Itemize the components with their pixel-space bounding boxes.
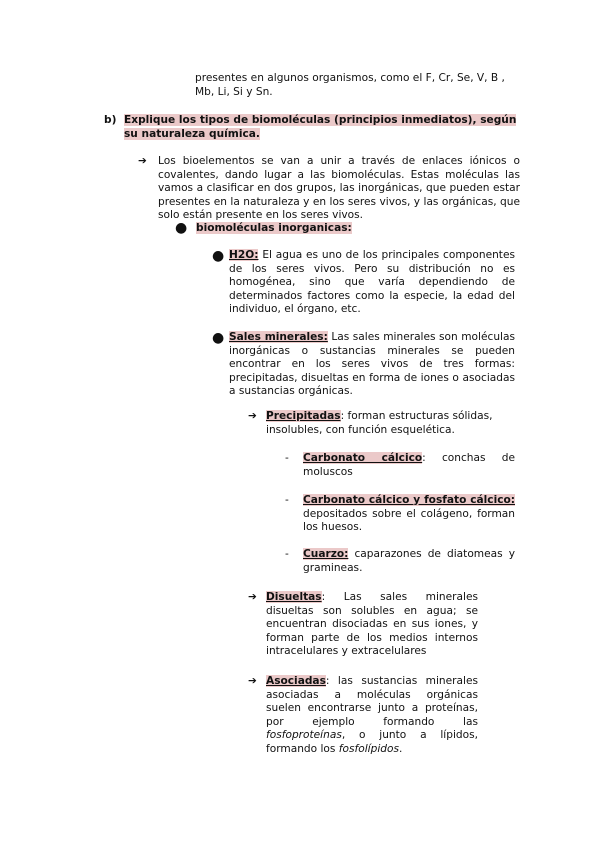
question-text: Explique los tipos de biomoléculas (principios inmediatos), según su naturaleza química. <box>124 114 517 140</box>
asociadas-item <box>266 675 478 757</box>
cuarzo-item <box>303 548 515 575</box>
fosfato-text: depositados sobre el colágeno, forman los huesos. <box>303 507 515 534</box>
question-marker: b) <box>104 114 117 126</box>
asociadas-term: Asociadas <box>266 675 326 687</box>
precipitadas-term: Precipitadas <box>266 410 341 422</box>
subheading <box>196 222 352 236</box>
precipitadas-text: : forman estructuras sólidas, insolubles, con función esquelética. <box>266 410 493 436</box>
question-heading <box>124 114 520 141</box>
carbonato-item <box>303 452 515 479</box>
sales-item <box>229 331 515 399</box>
asociadas-text-b: , o junto a lípidos, formando los <box>266 729 478 755</box>
dash-icon: - <box>285 548 289 560</box>
fosfato-term: Carbonato cálcico y fosfato cálcico: <box>303 494 515 506</box>
dash-icon: - <box>285 452 289 464</box>
fosfato-item <box>303 494 515 535</box>
bullet-icon: ● <box>175 220 188 236</box>
intro-text: presentes en algunos organismos, como el F, Cr, Se, V, B , Mb, Li, Si y Sn. <box>195 72 505 98</box>
main-paragraph: Los bioelementos se van a unir a través de enlaces iónicos o covalentes, dando lugar a las biomoléculas. Estas moléculas las vamos a clasificar en dos grupos, las inorgánicas, que pueden estar presentes en la naturaleza y en los seres vivos, y las orgánicas, que solo están presente en los seres vivos. <box>158 155 520 222</box>
h2o-text: El agua es uno de los principales componentes de los seres vivos. Pero su distribución no es homogénea, sino que varía dependiendo de determinados factores como la especie, la edad del individuo, el órgano, etc. <box>229 249 515 316</box>
disueltas-term: Disueltas <box>266 591 322 603</box>
asociadas-italic-a: fosfoproteínas <box>266 729 342 742</box>
subheading-text: biomoléculas inorganicas: <box>196 222 352 234</box>
dash-icon: - <box>285 494 289 506</box>
sales-text: Las sales minerales son moléculas inorgánicas o sustancias minerales se pueden encontrar en los seres vivos de tres formas: precipitadas, disueltas en forma de iones o asociadas a sustancias orgánicas. <box>229 331 515 398</box>
bullet-icon: ● <box>212 330 225 346</box>
carbonato-text: : conchas de moluscos <box>303 452 515 478</box>
h2o-item <box>229 249 515 317</box>
asociadas-text-a: : las sustancias minerales asociadas a moléculas orgánicas suelen encontrarse junto a proteínas, por ejemplo formando las <box>266 675 478 728</box>
arrow-icon: ➔ <box>248 591 257 603</box>
disueltas-item <box>266 591 478 659</box>
asociadas-italic-b: fosfolípidos <box>338 742 400 755</box>
disueltas-text: : Las sales minerales disueltas son solubles en agua; se encuentran disociadas en sus iones, y forman parte de los medios internos intracelulares y extracelulares <box>266 591 478 658</box>
cuarzo-text: caparazones de diatomeas y gramineas. <box>303 548 515 574</box>
arrow-icon: ➔ <box>138 155 147 167</box>
arrow-icon: ➔ <box>248 675 257 687</box>
precipitadas-item <box>266 410 516 437</box>
carbonato-term: Carbonato cálcico <box>303 452 423 464</box>
arrow-icon: ➔ <box>248 410 257 422</box>
h2o-term: H2O: <box>229 249 259 261</box>
bullet-icon: ● <box>212 248 225 264</box>
sales-term: Sales minerales: <box>229 331 328 343</box>
asociadas-text-c: . <box>399 742 403 755</box>
cuarzo-term: Cuarzo: <box>303 548 349 560</box>
